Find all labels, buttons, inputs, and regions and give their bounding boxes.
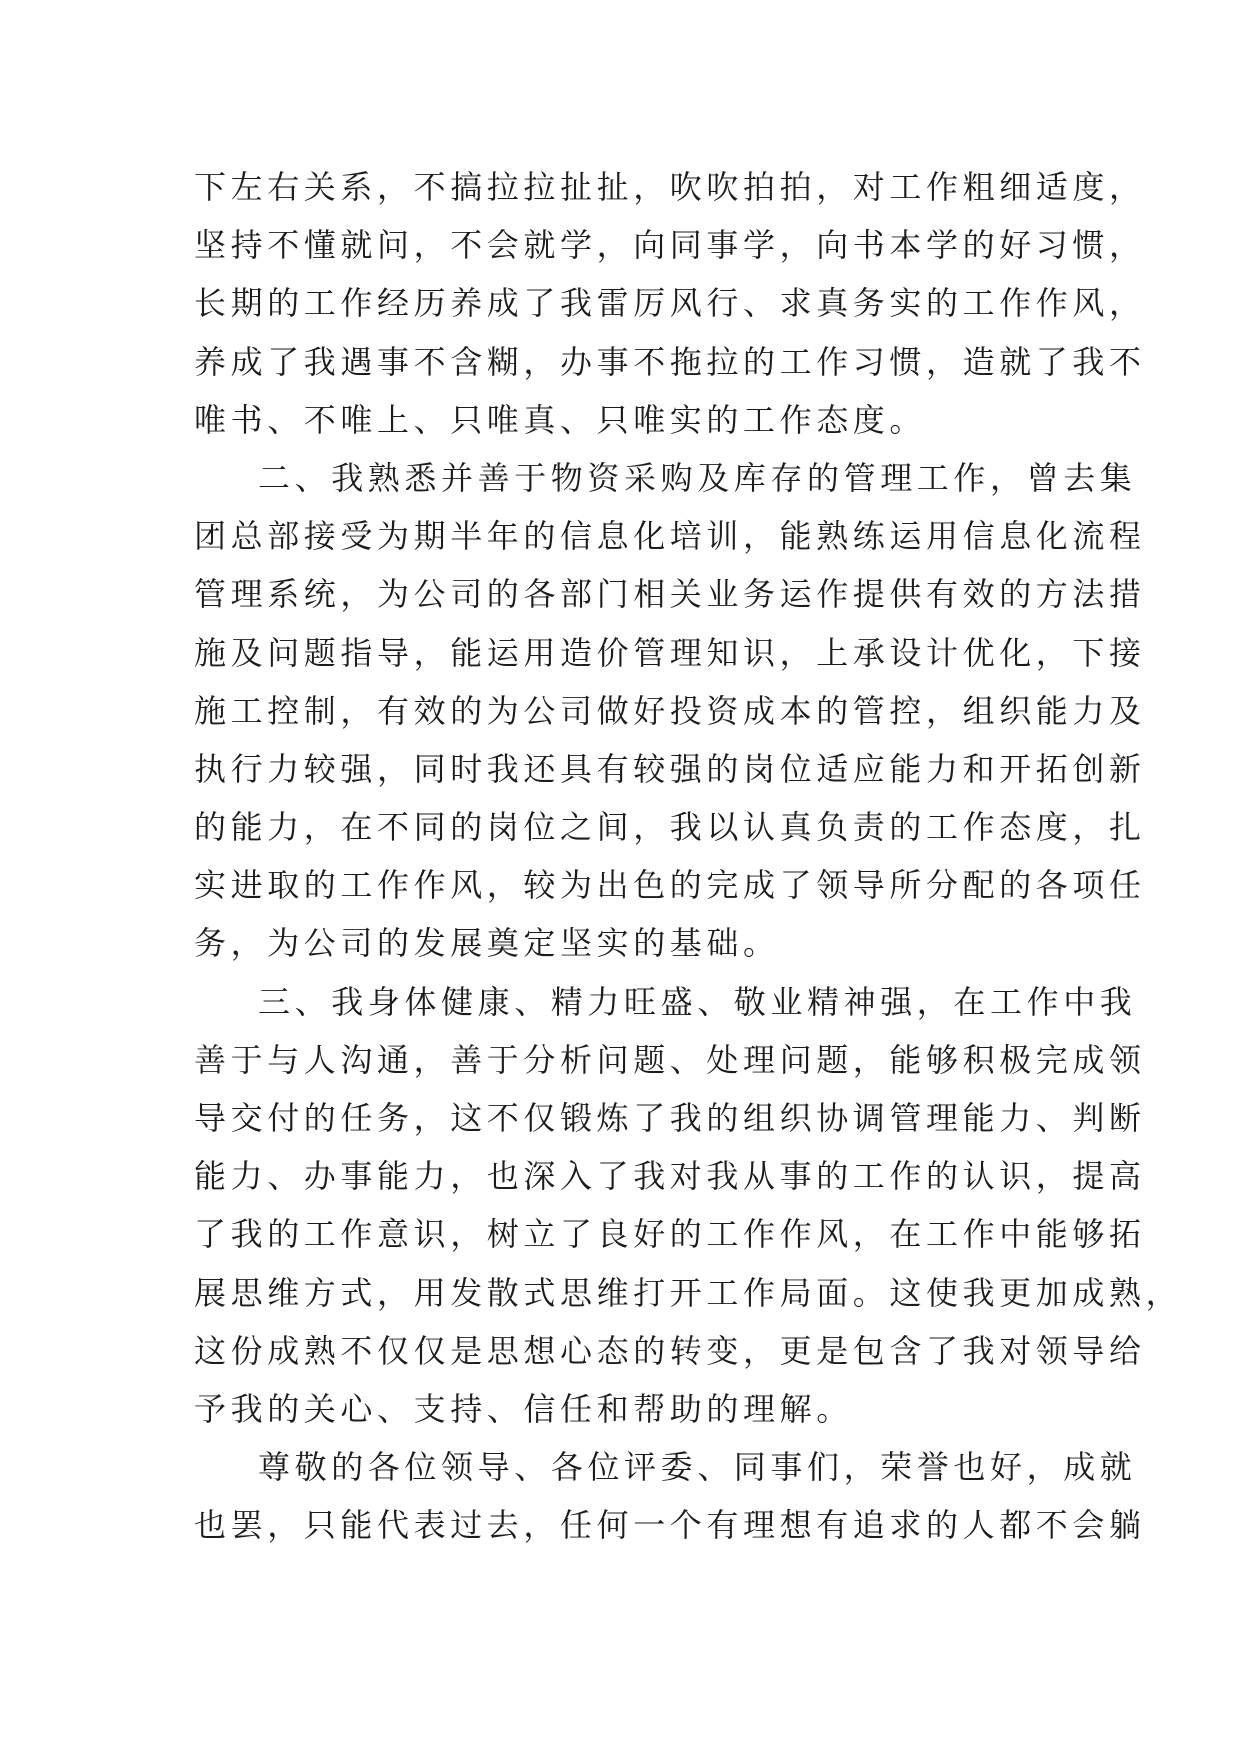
text-line: 能力、办事能力，也深入了我对我从事的工作的认识，提高 (194, 1157, 1146, 1196)
text-line: 团总部接受为期半年的信息化培训，能熟练运用信息化流程 (194, 517, 1146, 556)
text-line: 善于与人沟通，善于分析问题、处理问题，能够积极完成领 (194, 1040, 1146, 1079)
text-line: 这份成熟不仅仅是思想心态的转变，更是包含了我对领导给 (194, 1331, 1146, 1370)
text-line: 施及问题指导，能运用造价管理知识，上承设计优化，下接 (194, 633, 1146, 672)
text-line: 予我的关心、支持、信任和帮助的理解。 (194, 1389, 853, 1428)
text-line: 导交付的任务，这不仅锻炼了我的组织协调管理能力、判断 (194, 1099, 1146, 1137)
text-line: 唯书、不唯上、只唯真、只唯实的工作态度。 (194, 400, 927, 439)
text-line: 下左右关系，不搞拉拉扯扯，吹吹拍拍，对工作粗细适度， (194, 168, 1146, 206)
text-line: 展思维方式，用发散式思维打开工作局面。这使我更加成熟， (194, 1273, 1183, 1312)
text-line: 执行力较强，同时我还具有较强的岗位适应能力和开拓创新 (194, 749, 1146, 788)
text-line: 实进取的工作作风，较为出色的完成了领导所分配的各项任 (194, 866, 1146, 905)
paragraph-start-line: 二、我熟悉并善于物资采购及库存的管理工作，曾去集 (258, 458, 1137, 497)
paragraph-start-line: 尊敬的各位领导、各位评委、同事们，荣誉也好，成就 (258, 1448, 1137, 1487)
text-line: 也罢，只能代表过去，任何一个有理想有追求的人都不会躺 (194, 1506, 1146, 1545)
text-line: 养成了我遇事不含糊，办事不拖拉的工作习惯，造就了我不 (194, 342, 1146, 381)
text-line: 管理系统，为公司的各部门相关业务运作提供有效的方法措 (194, 575, 1146, 614)
text-line: 的能力，在不同的岗位之间，我以认真负责的工作态度，扎 (194, 808, 1146, 847)
text-line: 长期的工作经历养成了我雷厉风行、求真务实的工作作风， (194, 284, 1146, 323)
paragraph-start-line: 三、我身体健康、精力旺盛、敬业精神强，在工作中我 (258, 982, 1137, 1021)
document-body (194, 158, 1183, 1555)
text-line: 施工控制，有效的为公司做好投资成本的管控，组织能力及 (194, 691, 1146, 730)
text-line: 坚持不懂就问，不会就学，向同事学，向书本学的好习惯， (194, 226, 1146, 265)
text-line: 务，为公司的发展奠定坚实的基础。 (194, 924, 780, 963)
text-line: 了我的工作意识，树立了良好的工作作风，在工作中能够拓 (194, 1215, 1146, 1254)
